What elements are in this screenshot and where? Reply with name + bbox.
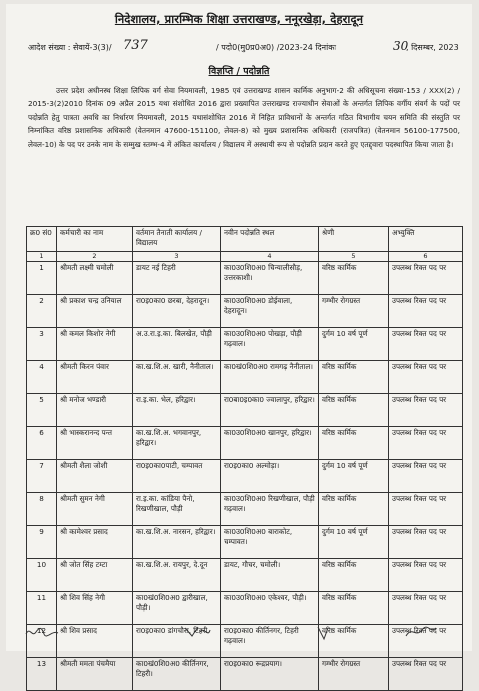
cell-name: श्रीमती ममता पंचमैया <box>57 658 133 691</box>
col-header-name: कर्मचारी का नाम <box>57 227 133 252</box>
cell-name: श्री प्रकाश चन्द्र उनियाल <box>57 295 133 328</box>
cell-category: वरिष्ठ कार्मिक <box>319 394 389 427</box>
cell-category: गम्भीर रोगग्रस्त <box>319 658 389 691</box>
col-number: 3 <box>133 252 221 262</box>
cell-remark: उपलब्ध रिक्त पद पर <box>389 658 463 691</box>
cell-sno: 11 <box>27 592 57 625</box>
cell-new-posting: रा0इ0का0 अल्मोड़ा। <box>221 460 319 493</box>
table-row <box>27 625 463 658</box>
cell-new-posting: रा0बा0इ0का0 ज्वालापुर, हरिद्वार। <box>221 394 319 427</box>
cell-sno: 10 <box>27 559 57 592</box>
table-row <box>27 427 463 460</box>
col-header-current-posting: वर्तमान तैनाती कार्यालय / विद्यालय <box>133 227 221 252</box>
cell-new-posting: डायट, गौचर, चमोली। <box>221 559 319 592</box>
cell-new-posting: का0उ0शि0अ0 रिखणीखाल, पौड़ी गढ़वाल। <box>221 493 319 526</box>
cell-name: श्री जोत सिंह टम्टा <box>57 559 133 592</box>
table-row <box>27 592 463 625</box>
cell-new-posting: का0उ0शि0अ0 बाराकोट, चम्पावत। <box>221 526 319 559</box>
cell-sno: 4 <box>27 361 57 394</box>
cell-current-posting: का0खं0शि0अ0 कीर्तिनगर, टिहरी। <box>133 658 221 691</box>
cell-name: श्री शिव प्रसाद <box>57 625 133 658</box>
cell-remark: उपलब्ध रिक्त पद पर <box>389 328 463 361</box>
cell-new-posting: का0खं0शि0अ0 रामगढ़ नैनीताल। <box>221 361 319 394</box>
cell-sno: 5 <box>27 394 57 427</box>
table-header-row <box>27 227 463 252</box>
cell-remark: उपलब्ध रिक्त पद पर <box>389 559 463 592</box>
cell-remark: उपलब्ध रिक्त पद पर <box>389 460 463 493</box>
cell-new-posting: का0उ0शि0अ0 चिन्यालीसौड़, उत्तरकाशी। <box>221 262 319 295</box>
cell-remark: उपलब्ध रिक्त पद पर <box>389 526 463 559</box>
cell-new-posting: का0उ0शि0अ0 एकेश्वर, पौड़ी। <box>221 592 319 625</box>
cell-category: गम्भीर रोगग्रस्त <box>319 295 389 328</box>
cell-category: वरिष्ठ कार्मिक <box>319 361 389 394</box>
column-number-row <box>27 252 463 262</box>
directorate-header: निदेशालय, प्रारम्भिक शिक्षा उत्तराखण्ड, ननूरखेड़ा, देहरादून <box>114 12 364 26</box>
cell-name: श्री कमल किशोर नेगी <box>57 328 133 361</box>
table-row <box>27 559 463 592</box>
promotion-table <box>26 226 463 691</box>
cell-current-posting: रा.इ.का. भेल, हरिद्वार। <box>133 394 221 427</box>
table-row <box>27 295 463 328</box>
cell-name: श्री शिव सिंह नेगी <box>57 592 133 625</box>
cell-remark: उपलब्ध रिक्त पद पर <box>389 361 463 394</box>
table-row <box>27 658 463 691</box>
cell-remark: उपलब्ध रिक्त पद पर <box>389 427 463 460</box>
col-number: 2 <box>57 252 133 262</box>
cell-category: वरिष्ठ कार्मिक <box>319 559 389 592</box>
cell-new-posting: रा0इ0का0 कीर्तिनगर, टिहरी गढ़वाल। <box>221 625 319 658</box>
cell-current-posting: डायट नई टिहरी <box>133 262 221 295</box>
cell-new-posting: रा0इ0का0 रूद्रप्रयाग। <box>221 658 319 691</box>
table-row <box>27 361 463 394</box>
order-number: 737 <box>123 38 148 53</box>
cell-current-posting: का.ख.शि.अ. नारसन, हरिद्वार। <box>133 526 221 559</box>
initials-signature-far-right <box>404 624 438 643</box>
cell-current-posting: रा.इ.का. कांडिया पैनो, रिखणीखाल, पौड़ी <box>133 493 221 526</box>
cell-sno: 12 <box>27 625 57 658</box>
document-page <box>6 4 472 678</box>
table-row <box>27 262 463 295</box>
cell-name: श्री भास्करानन्द पन्त <box>57 427 133 460</box>
file-reference: / पदो0(मु0प्र0अ0) /2023-24 दिनांकः <box>216 43 336 52</box>
table-row <box>27 328 463 361</box>
initials-signature-right <box>314 624 334 645</box>
cell-name: श्रीमती किरन पंवार <box>57 361 133 394</box>
col-number: 5 <box>319 252 389 262</box>
table-row <box>27 526 463 559</box>
cell-current-posting: रा0इ0का0पाटी, चम्पावत <box>133 460 221 493</box>
cell-sno: 3 <box>27 328 57 361</box>
col-header-new-posting: नवीन पदोन्नति स्थल <box>221 227 319 252</box>
table-row <box>27 493 463 526</box>
cell-new-posting: का0उ0शि0अ0 पोखड़ा, पौड़ी गढ़वाल। <box>221 328 319 361</box>
cell-category: वरिष्ठ कार्मिक <box>319 262 389 295</box>
cell-sno: 9 <box>27 526 57 559</box>
cell-category: वरिष्ठ कार्मिक <box>319 592 389 625</box>
cell-name: श्रीमती शैला जोशी <box>57 460 133 493</box>
cell-name: श्रीमती लक्ष्मी चमोली <box>57 262 133 295</box>
order-day: 30 <box>393 39 409 53</box>
cell-category: दुर्गम 10 वर्ष पूर्ण <box>319 460 389 493</box>
cell-remark: उपलब्ध रिक्त पद पर <box>389 262 463 295</box>
body-paragraph: उत्तर प्रदेश अधीनस्थ शिक्षा लिपिक वर्ग सेवा नियमावली, 1985 एवं उत्तराखण्ड शासन कार्मिक अनुभाग-2 की अधिसूचना संख्या-153 / XXX(2) / 2015-3(2)2010 दिनांक 09 अप्रैल 2015 यथा संशोधित 2016 द्वारा प्रख्यापित उत्तराखण्ड राज्याधीन सेवाओं के अन्तर्गत लिपिक वर्गीय संवर्ग के पदों पर पदोन्नति हेतु पात्रता अवधि का निर्धारण नियमावली, 2015 यथासंशोधित 2016 में निहित प्राविधानों के अन्तर्गत गठित विभागीय चयन समिति की संस्तुति पर निम्नांकित वरिष्ठ प्रशासनिक अधिकारी (वेतनमान 47600-151100, लेवल-8) को मुख्य प्रशासनिक अधिकारी (राजपत्रित) (वेतनमान 56100-177500, लेवल-10) के पद पर उनके नाम के सम्मुख स्तम्भ-4 में अंकित कार्यालय / विद्यालय में अस्थायी रूप से पदोन्नति प्रदान करते हुए एतद्द्वारा पदस्थापित किया जाता है। <box>28 86 460 149</box>
table-row <box>27 460 463 493</box>
table-row <box>27 394 463 427</box>
cell-name: श्री मनोज भण्डारी <box>57 394 133 427</box>
initials-signature-middle <box>182 624 212 643</box>
order-month-year: , दिसम्बर, 2023 <box>406 43 459 52</box>
cell-category: दुर्गम 10 वर्ष पूर्ण <box>319 526 389 559</box>
col-number: 1 <box>27 252 57 262</box>
cell-sno: 7 <box>27 460 57 493</box>
cell-category: वरिष्ठ कार्मिक <box>319 427 389 460</box>
cell-sno: 2 <box>27 295 57 328</box>
initials-signature-left <box>24 624 60 643</box>
col-number: 6 <box>389 252 463 262</box>
cell-new-posting: का0उ0शि0अ0 डोईवाला, देहरादून। <box>221 295 319 328</box>
cell-remark: उपलब्ध रिक्त पद पर <box>389 394 463 427</box>
cell-new-posting: का0उ0शि0अ0 खानपुर, हरिद्वार। <box>221 427 319 460</box>
cell-current-posting: का.ख.शि.अ. खारी, नैनीताल। <box>133 361 221 394</box>
cell-remark: उपलब्ध रिक्त पद पर <box>389 493 463 526</box>
cell-name: श्री कामेश्वर प्रसाद <box>57 526 133 559</box>
cell-sno: 13 <box>27 658 57 691</box>
cell-current-posting: अ.उ.रा.इ.का. बिलखेत, पौड़ी <box>133 328 221 361</box>
cell-name: श्रीमती सुमन नेगी <box>57 493 133 526</box>
cell-remark: उपलब्ध रिक्त पद पर <box>389 592 463 625</box>
order-label: आदेश संख्या : सेवायें-3(3)/ <box>28 43 112 52</box>
notice-title: विज्ञप्ति / पदोन्नति <box>208 66 270 77</box>
cell-sno: 8 <box>27 493 57 526</box>
cell-current-posting: का.ख.शि.अ. रायपुर, दे.दून <box>133 559 221 592</box>
cell-category: दुर्गम 10 वर्ष पूर्ण <box>319 328 389 361</box>
col-header-remark: अभ्युक्ति <box>389 227 463 252</box>
cell-current-posting: का0खं0शि0अ0 द्वारीखाल, पौड़ी। <box>133 592 221 625</box>
cell-category: वरिष्ठ कार्मिक <box>319 625 389 658</box>
cell-current-posting: रा0इ0का0 डांगचौरा, टिहरी <box>133 625 221 658</box>
cell-category: वरिष्ठ कार्मिक <box>319 493 389 526</box>
col-header-sno: क्र0 सं0 <box>27 227 57 252</box>
cell-current-posting: का.ख.शि.अ. भगवानपुर, हरिद्वार। <box>133 427 221 460</box>
col-header-category: श्रेणी <box>319 227 389 252</box>
cell-remark: उपलब्ध रिक्त पद पर <box>389 625 463 658</box>
cell-remark: उपलब्ध रिक्त पद पर <box>389 295 463 328</box>
cell-current-posting: रा0इ0का0 छरबा, देहरादून। <box>133 295 221 328</box>
col-number: 4 <box>221 252 319 262</box>
cell-sno: 1 <box>27 262 57 295</box>
cell-sno: 6 <box>27 427 57 460</box>
